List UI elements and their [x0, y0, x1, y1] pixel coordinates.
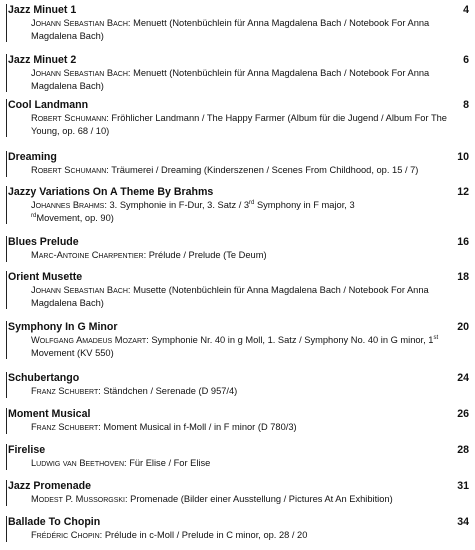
work-description: : Symphonie Nr. 40 in g Moll, 1. Satz / Symphony No. 40 in G minor, 1 [146, 335, 434, 345]
composer-name: Robert Schumann [31, 113, 107, 123]
composer-name: Ludwig van Beethoven [31, 458, 125, 468]
entry-page-number: 12 [457, 186, 469, 198]
composer-name: Marc-Antoine Charpentier [31, 250, 144, 260]
work-description: : Ständchen / Serenade (D 957/4) [98, 386, 238, 396]
toc-entry [6, 151, 469, 177]
entry-title: Cool Landmann [8, 99, 89, 111]
toc-entry [6, 321, 469, 359]
entry-page-number: 20 [457, 321, 469, 333]
entry-title: Jazz Minuet 1 [8, 4, 77, 16]
toc-entry [6, 4, 469, 42]
work-description: : Prélude / Prelude (Te Deum) [143, 250, 267, 260]
work-description: : Musette (Notenbüchlein für Anna Magdalena Bach / Notebook For Anna Magdalena Bach) [31, 285, 429, 308]
composer-name: Franz Schubert [31, 422, 99, 432]
entry-title: Moment Musical [8, 408, 91, 420]
entry-title: Blues Prelude [8, 236, 79, 248]
toc-entry [6, 516, 469, 542]
composer-name: Robert Schumann [31, 165, 107, 175]
entry-page-number: 6 [463, 54, 469, 66]
work-description: : 3. Symphonie in F-Dur, 3. Satz / 3 [104, 200, 250, 210]
toc-entry [6, 271, 469, 309]
composer-name: Johann Sebastian Bach [31, 18, 128, 28]
ordinal-suffix: rd [249, 199, 255, 206]
entry-page-number: 28 [457, 444, 469, 456]
entry-page-number: 8 [463, 99, 469, 111]
entry-title: Jazzy Variations On A Theme By Brahms [8, 186, 214, 198]
entry-title: Firelise [8, 444, 46, 456]
toc-entry [6, 186, 469, 224]
toc-entry [6, 372, 469, 398]
entry-title: Jazz Minuet 2 [8, 54, 77, 66]
entry-description [7, 112, 469, 137]
entry-title: Ballade To Chopin [8, 516, 101, 528]
entry-title: Dreaming [8, 151, 57, 163]
entry-page-number: 26 [457, 408, 469, 420]
toc-entry [6, 480, 469, 506]
toc-entry [6, 99, 469, 137]
composer-name: Franz Schubert [31, 386, 99, 396]
toc-entry [6, 236, 469, 262]
toc-entry [6, 54, 469, 92]
work-description: Symphony in F major, 3 [254, 200, 355, 210]
entry-title: Schubertango [8, 372, 80, 384]
entry-description [7, 421, 469, 434]
composer-name: Johann Sebastian Bach [31, 68, 128, 78]
work-description: Movement (KV 550) [31, 347, 114, 358]
toc-entry [6, 444, 469, 470]
entry-description [7, 529, 469, 542]
entry-description [7, 17, 469, 42]
composer-name: Modest P. Mussorgski [31, 494, 125, 504]
ordinal-suffix: st [433, 334, 439, 341]
entry-description [7, 67, 469, 92]
entry-page-number: 24 [457, 372, 469, 384]
work-description: : Menuett (Notenbüchlein für Anna Magdalena Bach / Notebook For Anna Magdalena Bach) [31, 68, 430, 91]
ordinal-suffix: rd [31, 212, 37, 219]
entry-page-number: 10 [457, 151, 469, 163]
work-description: : Fröhlicher Landmann / The Happy Farmer (Album für die Jugend / Album For The Young, op. 68 / 10) [31, 113, 447, 136]
entry-description [7, 164, 469, 177]
composer-name: Wolfgang Amadeus Mozart [31, 335, 147, 345]
entry-description [7, 284, 469, 309]
entry-description [7, 493, 469, 506]
work-description: : Träumerei / Dreaming (Kinderszenen / Scenes From Childhood, op. 15 / 7) [106, 165, 419, 175]
entry-page-number: 4 [463, 4, 469, 16]
work-description: : Prélude in c-Moll / Prelude in C minor, op. 28 / 20 [99, 530, 308, 540]
work-description: : Moment Musical in f-Moll / in F minor (D 780/3) [98, 422, 297, 432]
work-description: : Für Elise / For Elise [124, 458, 211, 468]
entry-page-number: 31 [457, 480, 469, 492]
entry-page-number: 34 [457, 516, 469, 528]
composer-name: Frédéric Chopin [31, 530, 100, 540]
entry-description [7, 199, 469, 224]
entry-page-number: 16 [457, 236, 469, 248]
work-description: : Menuett (Notenbüchlein für Anna Magdalena Bach / Notebook For Anna Magdalena Bach) [31, 18, 430, 41]
entry-title: Orient Musette [8, 271, 83, 283]
entry-description [7, 249, 469, 262]
work-description: Movement, op. 90) [36, 212, 114, 223]
composer-name: Johann Sebastian Bach [31, 285, 128, 295]
entry-title: Jazz Promenade [8, 480, 92, 492]
composer-name: Johannes Brahms [31, 200, 105, 210]
entry-title: Symphony In G Minor [8, 321, 118, 333]
entry-description [7, 457, 469, 470]
work-description: : Promenade (Bilder einer Ausstellung / Pictures At An Exhibition) [124, 494, 393, 504]
toc-entry [6, 408, 469, 434]
entry-page-number: 18 [457, 271, 469, 283]
entry-description [7, 385, 469, 398]
entry-description [7, 334, 469, 359]
